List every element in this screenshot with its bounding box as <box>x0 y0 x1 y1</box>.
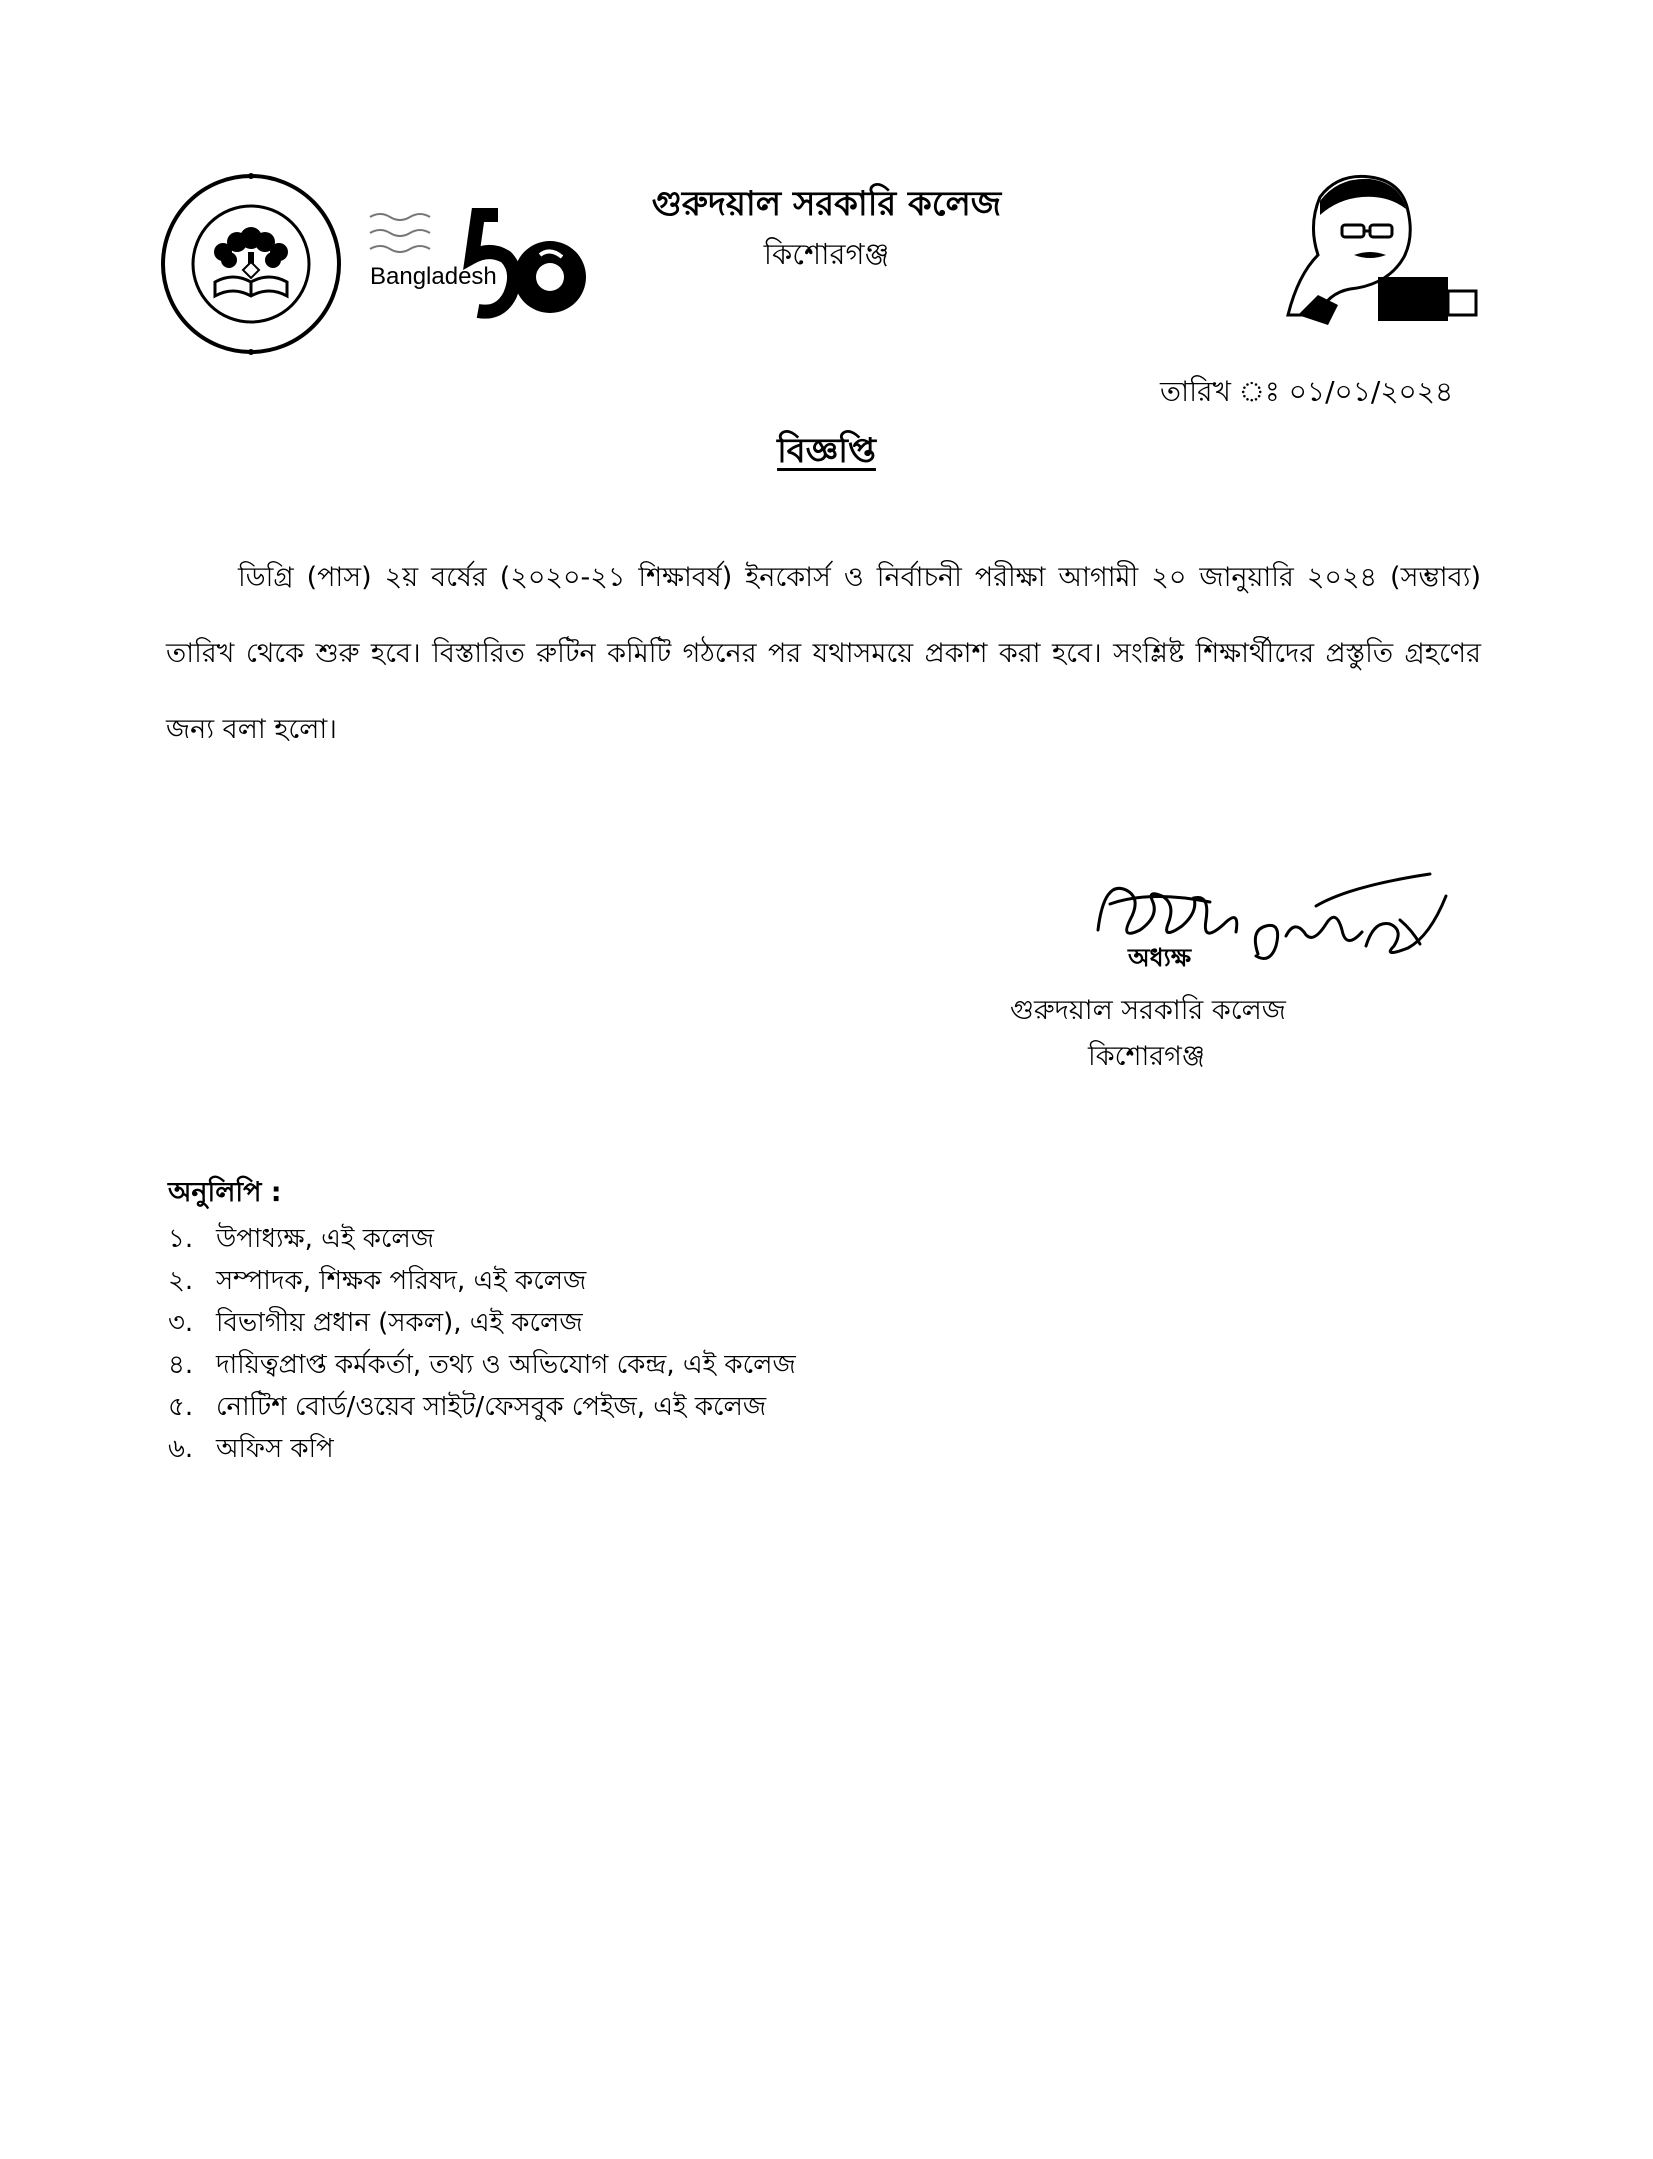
college-district-heading: কিশোরগঞ্জ <box>763 237 890 271</box>
copy-item-number: ৩. <box>168 1308 194 1338</box>
notice-body-paragraph <box>166 540 1481 768</box>
copy-list <box>168 1218 796 1470</box>
copy-list-item <box>168 1260 796 1302</box>
copy-item-number: ১. <box>168 1224 194 1254</box>
copy-item-number: ২. <box>168 1266 194 1296</box>
bangladesh-label: Bangladesh <box>370 263 497 290</box>
copy-list-title: অনুলিপি : <box>168 1177 282 1208</box>
copy-item-text: সম্পাদক, শিক্ষক পরিষদ, এই কলেজ <box>216 1266 587 1296</box>
copy-item-number: ৫. <box>168 1392 194 1422</box>
copy-list-item <box>168 1302 796 1344</box>
signatory-district: কিশোরগঞ্জ <box>1088 1041 1205 1072</box>
notice-title: বিজ্ঞপ্তি <box>777 431 876 471</box>
copy-item-text: দায়িত্বপ্রাপ্ত কর্মকর্তা, তথ্য ও অভিযোগ কেন্দ্র, এই কলেজ <box>216 1350 796 1380</box>
copy-item-text: নোটিশ বোর্ড/ওয়েব সাইট/ফেসবুক পেইজ, এই কলেজ <box>216 1392 767 1422</box>
copy-list-item <box>168 1386 796 1428</box>
mujib-centenary-logo <box>1258 165 1480 330</box>
copy-item-number: ৪. <box>168 1350 194 1380</box>
copy-list-item <box>168 1344 796 1386</box>
signatory-role: অধ্যক্ষ <box>1128 943 1192 972</box>
notice-title-wrapper <box>0 425 1653 482</box>
copy-list-item <box>168 1428 796 1470</box>
college-name-heading: গুরুদয়াল সরকারি কলেজ <box>651 184 1002 224</box>
copy-item-text: বিভাগীয় প্রধান (সকল), এই কলেজ <box>216 1308 583 1338</box>
copy-list-item <box>168 1218 796 1260</box>
notice-body-text: ডিগ্রি (পাস) ২য় বর্ষের (২০২০-২১ শিক্ষাবর্ষ) ইনকোর্স ও নির্বাচনী পরীক্ষা আগামী ২০ জানুয়ারি ২০২৪ (সম্ভাব্য) তারিখ থেকে শুরু হবে। বিস্তারিত রুটিন কমিটি গঠনের পর যথাসময়ে প্রকাশ করা হবে। সংশ্লিষ্ট শিক্ষার্থীদের প্রস্তুতি গ্রহণের জন্য বলা হলো। <box>166 562 1481 745</box>
copy-item-number: ৬. <box>168 1434 194 1464</box>
copy-item-text: অফিস কপি <box>216 1434 334 1464</box>
notice-date: তারিখ ঃ ০১/০১/২০২৪ <box>1160 375 1454 408</box>
copy-item-text: উপাধ্যক্ষ, এই কলেজ <box>216 1224 434 1254</box>
signatory-college: গুরুদয়াল সরকারি কলেজ <box>1010 995 1286 1026</box>
